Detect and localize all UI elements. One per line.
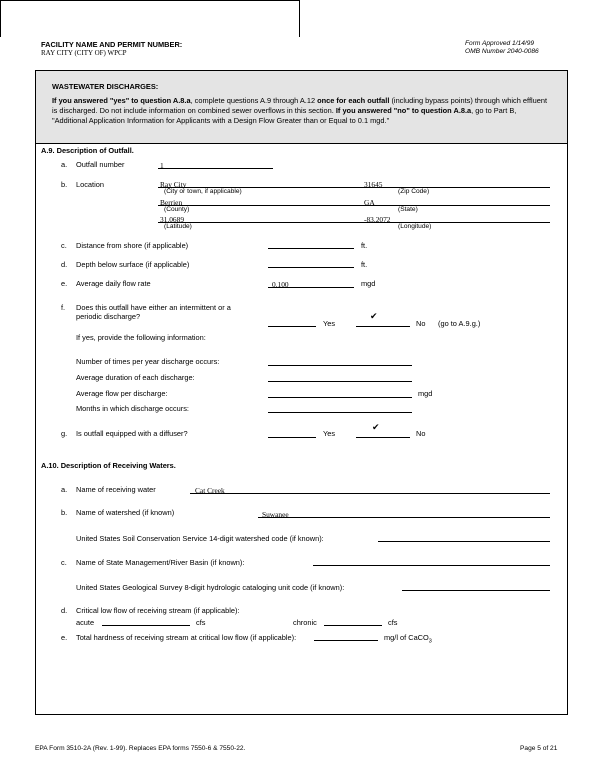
longitude-caption: (Longitude) <box>398 223 432 230</box>
intermittent-yes-label: Yes <box>323 319 336 328</box>
zip-value: 31645 <box>364 180 383 189</box>
duration-field[interactable] <box>268 381 412 382</box>
intermittent-yes-field[interactable] <box>268 326 316 327</box>
a10-heading: A.10. Description of Receiving Waters. <box>41 461 176 470</box>
a9-g-letter: g. <box>61 429 68 438</box>
a9-b-letter: b. <box>61 180 68 189</box>
a9-f-letter: f. <box>61 303 66 312</box>
outfall-number-field[interactable] <box>158 168 273 169</box>
usgs-code-field[interactable] <box>402 590 550 591</box>
depth-unit: ft. <box>361 260 368 269</box>
avg-flow-field[interactable] <box>268 397 412 398</box>
diffuser-no-field[interactable] <box>356 437 410 438</box>
a10-b-letter: b. <box>61 508 68 517</box>
chronic-unit: cfs <box>388 618 398 627</box>
diffuser-no-label: No <box>416 429 426 438</box>
times-label: Number of times per year discharge occurs: <box>76 357 220 366</box>
facility-value: RAY CITY (CITY OF) WPCP <box>41 49 127 57</box>
depth-field[interactable] <box>268 267 354 268</box>
county-value: Berrien <box>160 198 183 207</box>
a9-d-letter: d. <box>61 260 68 269</box>
months-field[interactable] <box>268 412 412 413</box>
avg-flow-label: Average flow per discharge: <box>76 389 168 398</box>
latitude-caption: (Latitude) <box>164 223 192 230</box>
a10-e-letter: e. <box>61 633 68 642</box>
outfall-number-label: Outfall number <box>76 160 125 169</box>
a10-c-letter: c. <box>61 558 67 567</box>
county-caption: (County) <box>164 206 190 213</box>
avg-flow-unit: mgd <box>418 389 433 398</box>
distance-unit: ft. <box>361 241 368 250</box>
intermittent-no-label: No <box>416 319 426 328</box>
banner-text: If you answered "yes" to question A.8.a, complete questions A.9 through A.12 once for each outfall (including bypass points) through which effluent is discharged. Do not include information on combined sewer overflows in this section. If you answered "no" to question A.8.a, go to Part B, "Additional Application Information for Applicants with a Design Flow Greater than or Equal to 0.1 mgd." <box>52 96 548 125</box>
hardness-unit: mg/l of CaCO$_3$ <box>384 633 432 645</box>
a9-c-letter: c. <box>61 241 67 250</box>
intermittent-no-check-icon: ✔ <box>370 311 378 321</box>
city-value: Ray City <box>160 180 187 189</box>
latitude-value: 31.0689 <box>160 215 185 224</box>
a9-a-letter: a. <box>61 160 68 169</box>
hardness-field[interactable] <box>314 640 378 641</box>
diffuser-label: Is outfall equipped with a diffuser? <box>76 429 188 438</box>
hardness-label: Total hardness of receiving stream at critical low flow (if applicable): <box>76 633 297 642</box>
a9-heading: A.9. Description of Outfall. <box>41 146 134 155</box>
watershed-value: Suwanee <box>262 510 289 519</box>
a9-e-letter: e. <box>61 279 68 288</box>
duration-label: Average duration of each discharge: <box>76 373 195 382</box>
outfall-number-value: 1 <box>160 161 164 170</box>
county-state-field[interactable] <box>158 205 550 206</box>
chronic-field[interactable] <box>324 625 382 626</box>
acute-field[interactable] <box>102 625 190 626</box>
facility-label: FACILITY NAME AND PERMIT NUMBER: <box>41 40 183 49</box>
times-field[interactable] <box>268 365 412 366</box>
a10-a-letter: a. <box>61 485 68 494</box>
chronic-label: chronic <box>293 618 317 627</box>
intermittent-no-field[interactable] <box>356 326 410 327</box>
receiving-water-label: Name of receiving water <box>76 485 156 494</box>
distance-field[interactable] <box>268 248 354 249</box>
banner-title: WASTEWATER DISCHARGES: <box>52 82 159 91</box>
intermittent-goto: (go to A.9.g.) <box>438 319 481 328</box>
footer-form-id: EPA Form 3510-2A (Rev. 1-99). Replaces EPA forms 7550-6 & 7550-22. <box>35 745 246 752</box>
scs-code-label: United States Soil Conservation Service 14-digit watershed code (if known): <box>76 534 324 543</box>
a10-d-letter: d. <box>61 606 68 615</box>
state-caption: (State) <box>398 206 418 213</box>
distance-label: Distance from shore (if applicable) <box>76 241 189 250</box>
city-caption: (City or town, if applicable) <box>164 188 242 195</box>
river-basin-label: Name of State Management/River Basin (if known): <box>76 558 245 567</box>
omb-number: OMB Number 2040-0086 <box>465 48 539 55</box>
usgs-code-label: United States Geological Survey 8-digit hydrologic cataloging unit code (if known): <box>76 583 345 592</box>
location-label: Location <box>76 180 104 189</box>
footer-page-number: Page 5 of 21 <box>520 745 558 752</box>
watershed-field[interactable] <box>258 517 550 518</box>
acute-unit: cfs <box>196 618 206 627</box>
receiving-water-value: Cat Creek <box>195 486 225 495</box>
river-basin-field[interactable] <box>313 565 550 566</box>
longitude-value: -83.2072 <box>364 215 391 224</box>
depth-label: Depth below surface (if applicable) <box>76 260 190 269</box>
diffuser-no-check-icon: ✔ <box>372 422 380 432</box>
if-yes-label: If yes, provide the following information: <box>76 333 206 342</box>
flow-rate-field[interactable] <box>268 287 354 288</box>
diffuser-yes-field[interactable] <box>268 437 316 438</box>
flow-rate-unit: mgd <box>361 279 376 288</box>
form-approved: Form Approved 1/14/99 <box>465 40 535 47</box>
state-value: GA <box>364 198 375 207</box>
receiving-water-field[interactable] <box>190 493 550 494</box>
facility-box <box>0 0 300 37</box>
watershed-label: Name of watershed (if known) <box>76 508 175 517</box>
diffuser-yes-label: Yes <box>323 429 336 438</box>
months-label: Months in which discharge occurs: <box>76 404 189 413</box>
flow-rate-label: Average daily flow rate <box>76 279 151 288</box>
intermittent-label-2: periodic discharge? <box>76 312 141 321</box>
flow-rate-value: 0.100 <box>272 280 289 289</box>
scs-code-field[interactable] <box>378 541 550 542</box>
low-flow-label: Critical low flow of receiving stream (if applicable): <box>76 606 240 615</box>
acute-label: acute <box>76 618 95 627</box>
intermittent-label-1: Does this outfall have either an intermittent or a <box>76 303 231 312</box>
lat-lon-field[interactable] <box>158 222 550 223</box>
zip-caption: (Zip Code) <box>398 188 430 195</box>
